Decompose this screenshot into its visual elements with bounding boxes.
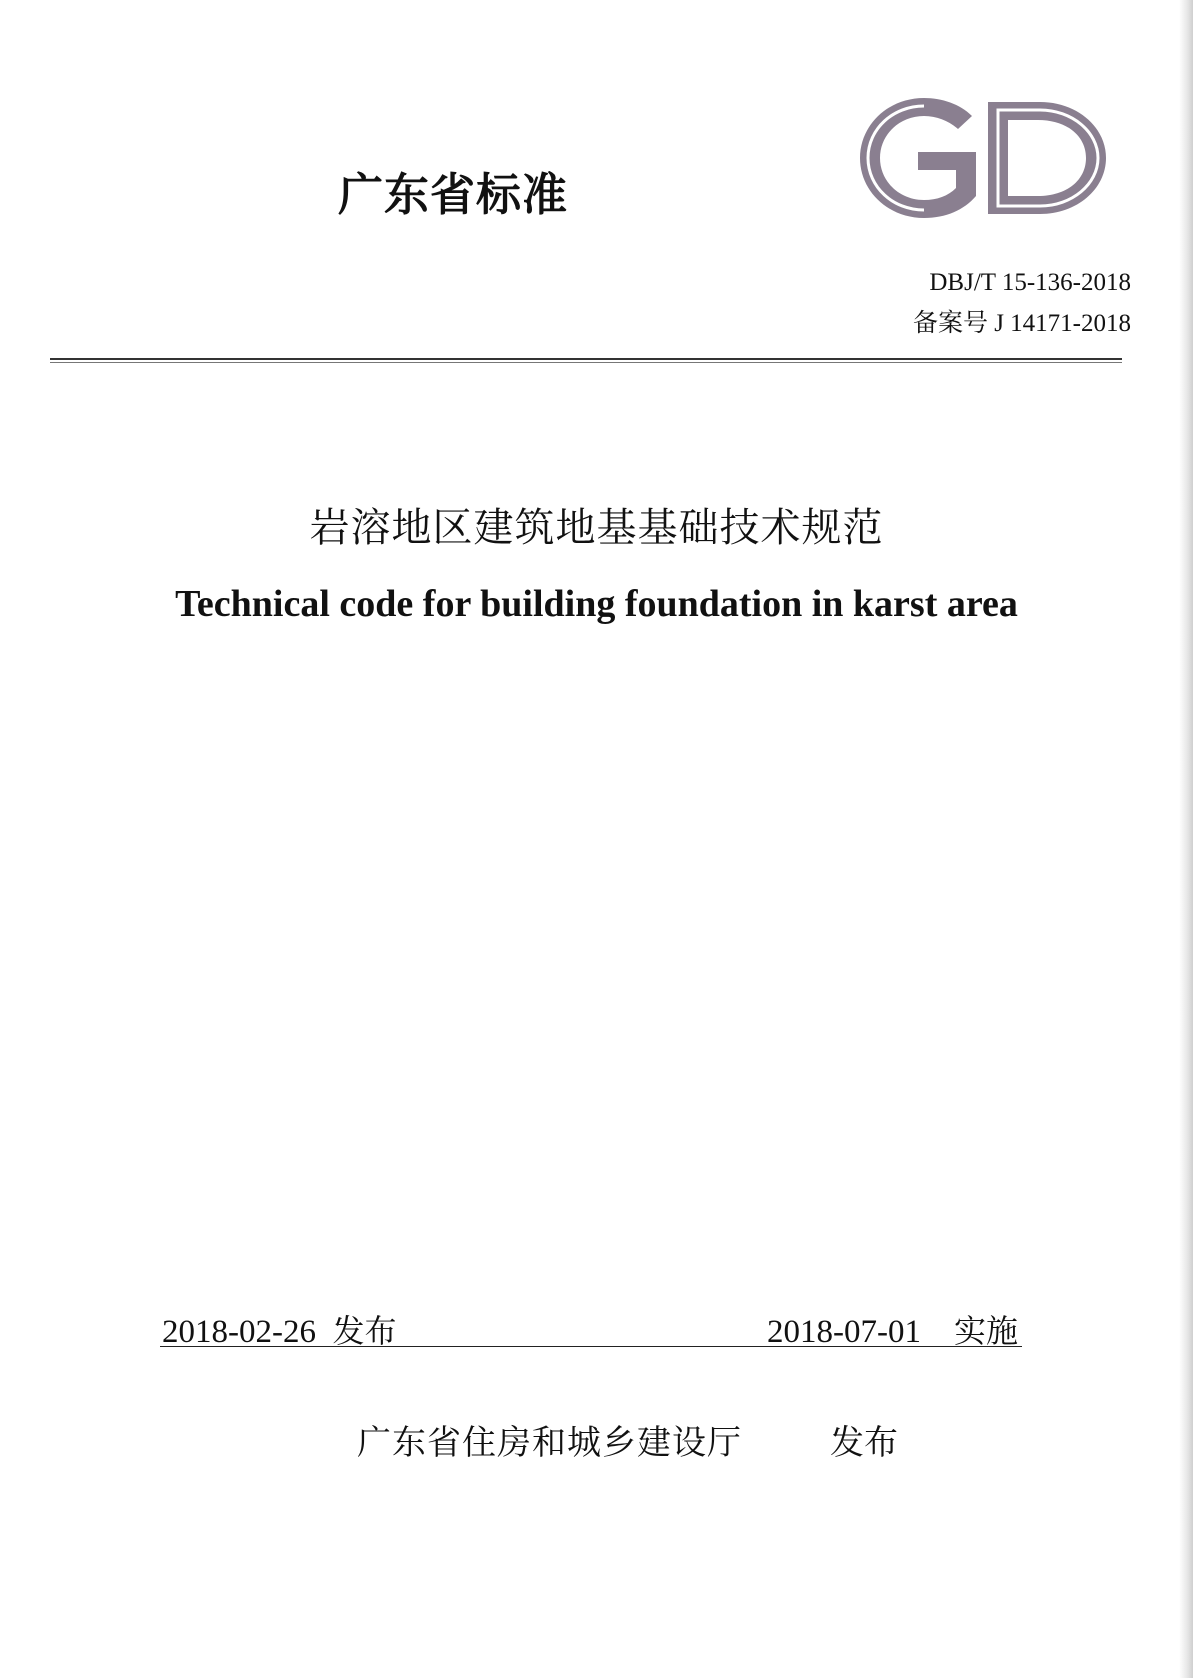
gd-logo bbox=[860, 98, 1110, 218]
standard-label: 广东省标准 bbox=[338, 168, 569, 221]
logo-d bbox=[988, 102, 1106, 214]
issuer-action: 发布 bbox=[830, 1423, 898, 1463]
publish-label: 发布 bbox=[332, 1312, 397, 1350]
publish-date: 2018-02-26 bbox=[162, 1314, 316, 1350]
title-chinese: 岩溶地区建筑地基基础技术规范 bbox=[309, 505, 884, 551]
standard-codes bbox=[913, 262, 1131, 344]
logo-d-inner-line bbox=[998, 110, 1098, 206]
date-line bbox=[160, 1306, 1022, 1350]
title-english: Technical code for building foundation in karst area bbox=[175, 583, 1018, 625]
effective-info bbox=[767, 1306, 1018, 1352]
issuer-name: 广东省住房和城乡建设厅 bbox=[357, 1423, 742, 1463]
publish-info bbox=[162, 1306, 397, 1352]
record-number: 备案号 J 14171-2018 bbox=[912, 310, 1131, 337]
page-edge-shadow bbox=[1179, 0, 1193, 1678]
logo-g-outer bbox=[860, 98, 976, 218]
effective-date: 2018-07-01 bbox=[767, 1314, 921, 1350]
standard-number: DBJ/T 15-136-2018 bbox=[929, 269, 1131, 296]
header-rule-thin bbox=[50, 362, 1122, 363]
effective-label: 实施 bbox=[953, 1312, 1018, 1350]
header-rule-thick bbox=[50, 358, 1122, 360]
